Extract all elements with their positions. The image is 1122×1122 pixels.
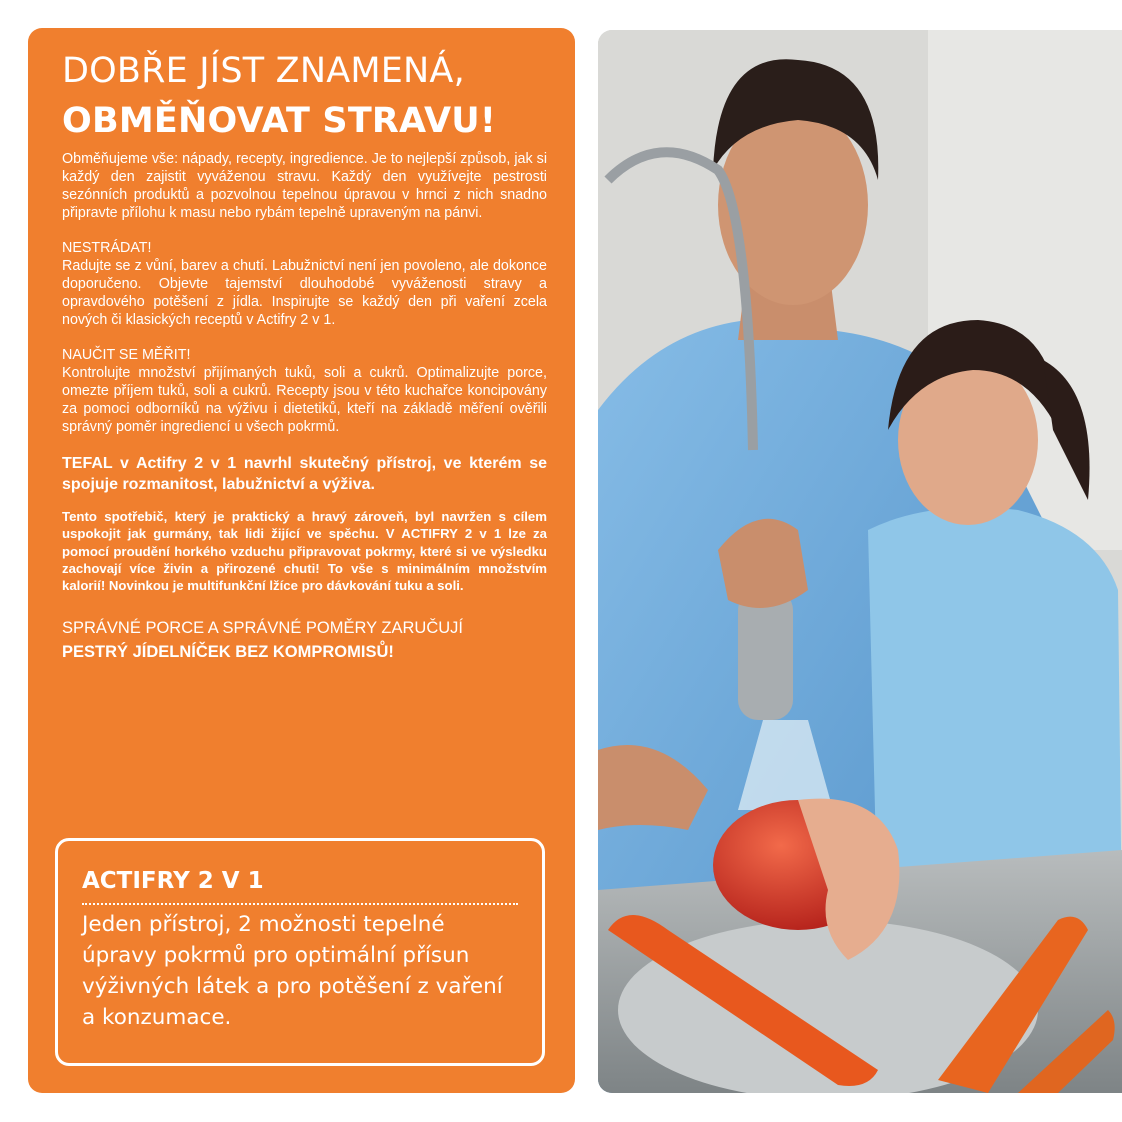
kitchen-photo [598, 30, 1122, 1093]
section-heading: NESTRÁDAT! [62, 240, 152, 256]
faucet-head [738, 590, 793, 720]
tefal-statement: TEFAL v Actifry 2 v 1 navrhl skutečný přístroj, ve kterém se spojuje rozmanitost, labužnictví a výživa. [62, 455, 547, 493]
intro-paragraph: Obměňujeme vše: nápady, recepty, ingredience. Je to nejlepší způsob, jak si každý den zajistit vyváženou stravu. Každý den využívejte pestrosti sezónních produktů a pozvolnou tepelnou úpravou v hrnci z nich snadno připravte přílohu k masu nebo rybám tepelně upraveným na pánvi. [62, 151, 547, 221]
photo-illustration [598, 30, 1122, 1093]
section-nestradat [62, 239, 547, 329]
text-panel [28, 28, 575, 1093]
product-box [55, 838, 545, 1066]
product-box-text: Jeden přístroj, 2 možnosti tepelné úpravy pokrmů pro optimální přísun výživných látek a pro potěšení z vaření a konzumace. [82, 912, 503, 1030]
slogan-line-1: SPRÁVNÉ PORCE A SPRÁVNÉ POMĚRY ZARUČUJÍ [62, 619, 463, 638]
headline-line-1: DOBŘE JÍST ZNAMENÁ, [62, 51, 465, 91]
product-box-title: ACTIFRY 2 V 1 [82, 868, 264, 894]
slogan [62, 616, 547, 664]
dotted-divider [82, 903, 518, 905]
appliance-description: Tento spotřebič, který je praktický a hravý zároveň, byl navržen s cílem uspokojit jak gurmány, tak lidi žijící ve spěchu. V ACTIFRY 2 v 1 lze za pomocí proudění horkého vzduchu připravovat pokrmy, které si ve výsledku zachovají více živin a přirozené chuti! To vše s minimálním množstvím kalorií! Novinkou je multifunkční lžíce pro dávkování tuku a soli. [62, 509, 547, 594]
section-text: Kontrolujte množství přijímaných tuků, soli a cukrů. Optimalizujte porce, omezte příjem tuků, soli a cukrů. Recepty jsou v této kuchařce koncipovány za pomoci odborníků na výživu i dietetiků, kteří na základě měření ověřili správný poměr ingrediencí u všech pokrmů. [62, 365, 547, 435]
slogan-line-2: PESTRÝ JÍDELNÍČEK BEZ KOMPROMISŮ! [62, 643, 394, 662]
headline-line-2: OBMĚŇOVAT STRAVU! [62, 101, 497, 141]
section-text: Radujte se z vůní, barev a chutí. Labužnictví není jen povoleno, ale dokonce doporučeno. Objevte tajemství dlouhodobé vyváženosti stravy a opravdového potěšení z jídla. Inspirujte se každý den při vaření zcela nových či klasických receptů v Actifry 2 v 1. [62, 258, 547, 328]
headline [62, 46, 547, 146]
section-naucit-se-merit [62, 346, 547, 436]
section-heading: NAUČIT SE MĚŘIT! [62, 347, 191, 363]
